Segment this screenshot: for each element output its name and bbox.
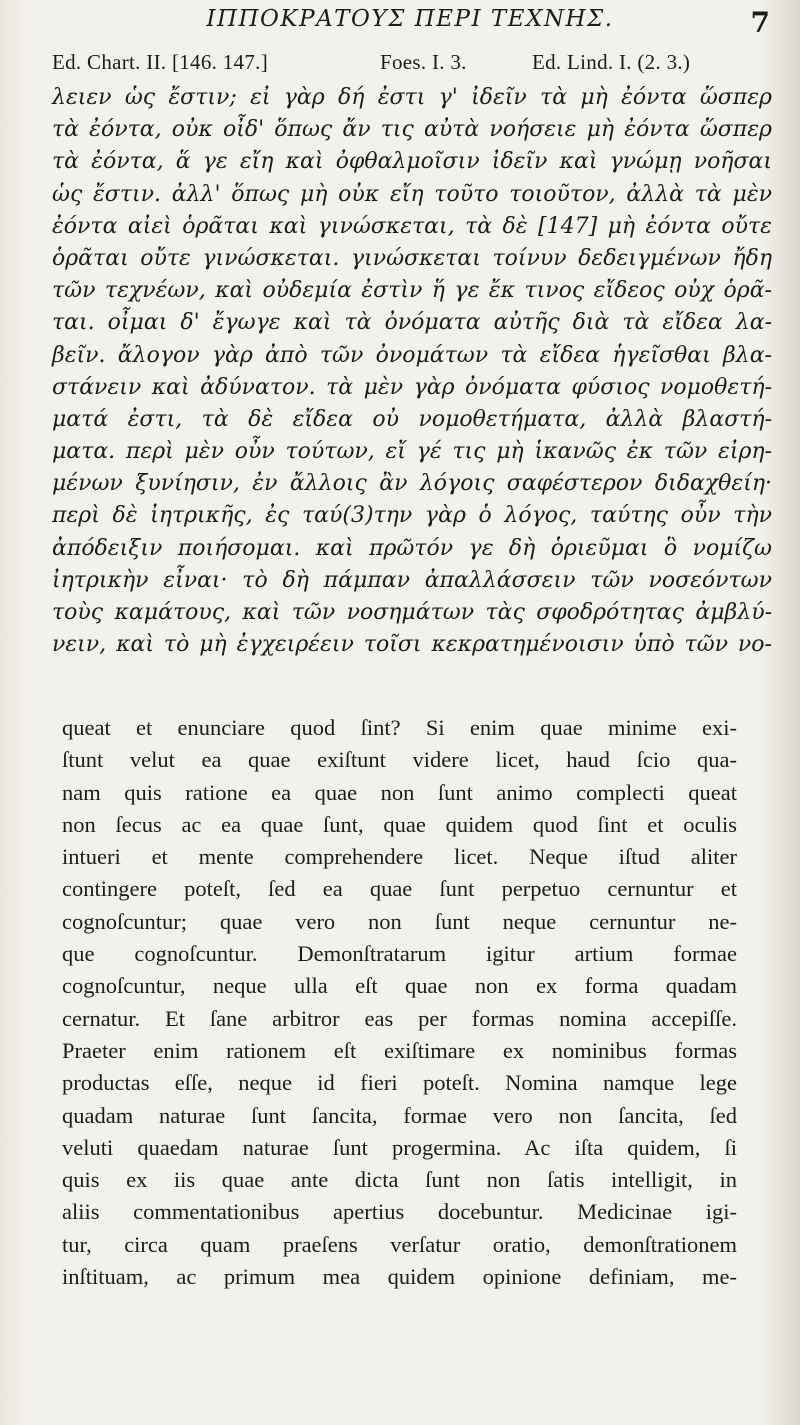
latin-line: cognoſcuntur; quae vero non ſunt neque cernuntur ne-	[62, 908, 737, 934]
latin-line: tur, circa quam praeſens verſatur oratio, demonſtrationem	[62, 1231, 737, 1257]
greek-line: τὰ ἐόντα, οὐκ οἶδ' ὅπως ἄν τις αὐτὰ νοήσειε μὴ ἐόντα ὥσπερ	[52, 117, 772, 143]
latin-line: non ſecus ac ea quae ſunt, quae quidem quod ſint et oculis	[62, 811, 737, 837]
latin-translation-block	[62, 712, 737, 1293]
greek-line: ματά ἐστι, τὰ δὲ εἴδεα οὐ νομοθετήματα, ἀλλὰ βλαστή-	[52, 406, 772, 432]
latin-line: cernatur. Et ſane arbitror eas per formas nomina accepiſſe.	[62, 1005, 737, 1031]
greek-line: ἀπόδειξιν ποιήσομαι. καὶ πρῶτόν γε δὴ ὁριεῦμαι ὃ νομίζω	[52, 535, 772, 561]
latin-line: intueri et mente comprehendere licet. Neque iſtud aliter	[62, 844, 737, 870]
greek-line: ται. οἶμαι δ' ἔγωγε καὶ τὰ ὀνόματα αὐτῆς διὰ τὰ εἴδεα λα-	[52, 310, 772, 336]
latin-line: ſtunt velut ea quae exiſtunt videre licet, haud ſcio qua-	[62, 747, 737, 773]
edition-chartier-ref: Ed. Chart. II. [146. 147.]	[52, 50, 269, 74]
greek-line: μένων ξυνίησιν, ἐν ἄλλοις ἂν λόγοις σαφέστερον διδαχθείη·	[52, 471, 772, 497]
greek-line: νειν, καὶ τὸ μὴ ἐγχειρέειν τοῖσι κεκρατημένοισιν ὑπὸ τῶν νο-	[52, 632, 772, 658]
edition-lind-ref: Ed. Lind. I. (2. 3.)	[532, 50, 691, 74]
latin-line: veluti quaedam naturae ſunt progermina. Ac iſta quidem, ſi	[62, 1134, 737, 1160]
latin-line: aliis commentationibus apertius docebuntur. Medicinae igi-	[62, 1199, 737, 1225]
running-title: ΙΠΠΟΚΡΑΤΟΥΣ ΠΕΡΙ ΤΕΧΝΗΣ.	[206, 6, 614, 32]
greek-line: ἰητρικὴν εἶναι· τὸ δὴ πάμπαν ἀπαλλάσσειν τῶν νοσεόντων	[52, 567, 772, 593]
greek-line: τῶν τεχνέων, καὶ οὐδεμία ἐστὶν ἥ γε ἔκ τινος εἴδεος οὐχ ὁρᾶ-	[52, 278, 772, 304]
greek-line: ὡς ἔστιν. ἀλλ' ὅπως μὴ οὐκ εἴη τοῦτο τοιοῦτον, ἀλλὰ τὰ μὲν	[52, 181, 772, 207]
latin-line: Praeter enim rationem eſt exiſtimare ex nominibus formas	[62, 1037, 737, 1063]
edition-reference-line	[52, 50, 772, 80]
greek-line: βεῖν. ἄλογον γὰρ ἀπὸ τῶν ὀνομάτων τὰ εἴδεα ἡγεῖσθαι βλα-	[52, 342, 772, 368]
greek-line: ὁρᾶται οὔτε γινώσκεται. γινώσκεται τοίνυν δεδειγμένων ἤδη	[52, 245, 772, 271]
latin-line: quadam naturae ſunt ſancita, formae vero non ſancita, ſed	[62, 1102, 737, 1128]
greek-line: στάνειν καὶ ἀδύνατον. τὰ μὲν γὰρ ὀνόματα φύσιος νομοθετή-	[52, 374, 772, 400]
greek-line: λειεν ὡς ἔστιν; εἰ γὰρ δή ἐστι γ' ἰδεῖν τὰ μὴ ἐόντα ὥσπερ	[52, 85, 772, 110]
latin-line: contingere poteſt, ſed ea quae ſunt perpetuo cernuntur et	[62, 876, 737, 902]
greek-line: περὶ δὲ ἰητρικῆς, ἐς ταύ(3)την γὰρ ὁ λόγος, ταύτης οὖν τὴν	[52, 503, 772, 529]
greek-line: τὰ ἐόντα, ἅ γε εἴη καὶ ὀφθαλμοῖσιν ἰδεῖν καὶ γνώμῃ νοῆσαι	[52, 149, 772, 175]
latin-line: cognoſcuntur, neque ulla eſt quae non ex forma quadam	[62, 973, 737, 999]
page-number: 7	[750, 6, 770, 39]
latin-line: que cognoſcuntur. Demonſtratarum igitur artium formae	[62, 941, 737, 967]
greek-line: τοὺς καμάτους, καὶ τῶν νοσημάτων τὰς σφοδρότητας ἀμβλύ-	[52, 600, 772, 625]
greek-line: ματα. περὶ μὲν οὖν τούτων, εἴ γέ τις μὴ ἱκανῶς ἐκ τῶν εἰρη-	[52, 439, 772, 465]
latin-line: queat et enunciare quod ſint? Si enim quae minime exi-	[62, 715, 737, 740]
latin-line: nam quis ratione ea quae non ſunt animo complecti queat	[62, 779, 737, 805]
running-head	[50, 2, 770, 42]
greek-line: ἐόντα αἰεὶ ὁρᾶται καὶ γινώσκεται, τὰ δὲ [147] μὴ ἐόντα οὔτε	[52, 213, 772, 239]
greek-text-block	[52, 82, 772, 661]
latin-line: productas eſſe, neque id fieri poteſt. Nomina namque lege	[62, 1070, 737, 1096]
edition-foes-ref: Foes. I. 3.	[380, 50, 467, 74]
latin-line: inſtituam, ac primum mea quidem opinione definiam, me-	[62, 1264, 737, 1290]
latin-line: quis ex iis quae ante dicta ſunt non ſatis intelligit, in	[62, 1167, 737, 1193]
